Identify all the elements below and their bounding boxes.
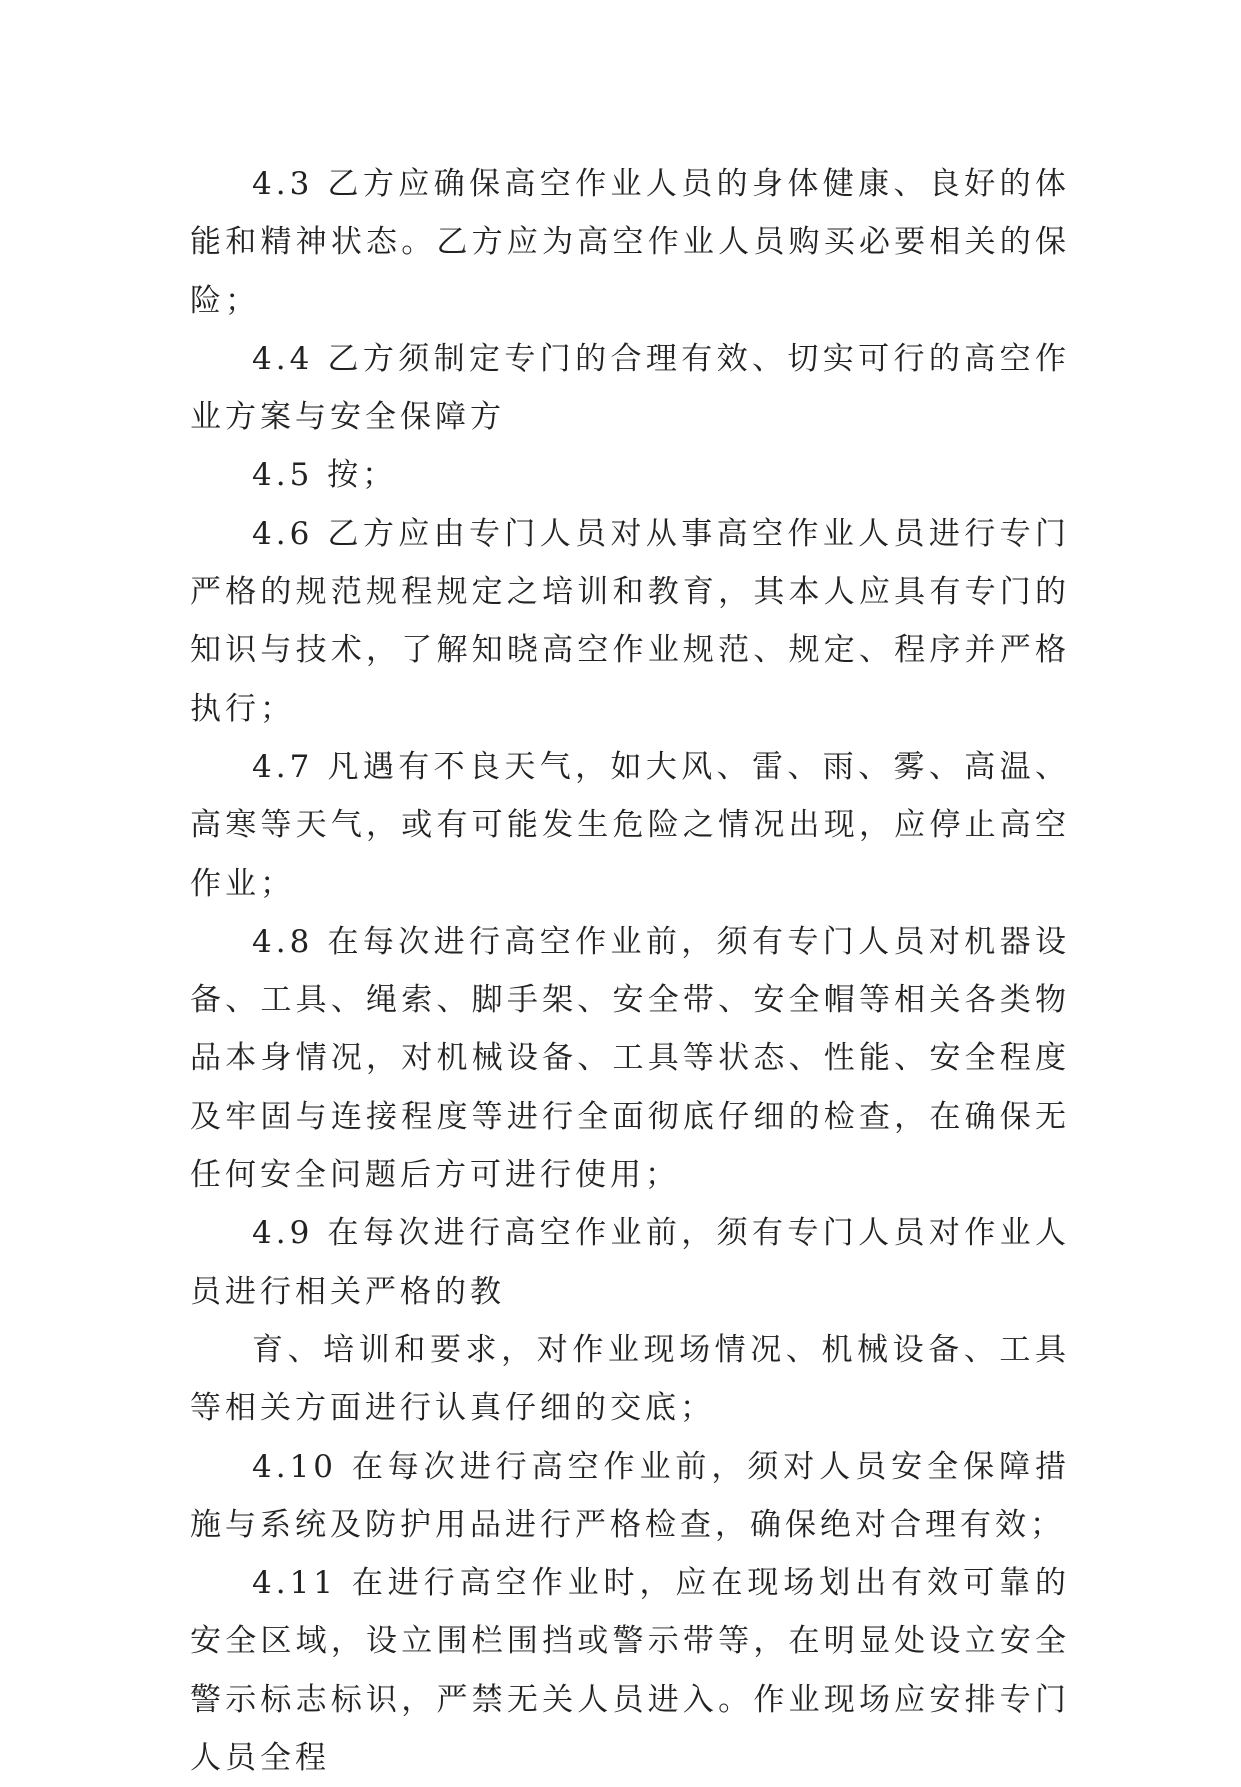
paragraph-4-6: 4.6 乙方应由专门人员对从事高空作业人员进行专门严格的规范规程规定之培训和教育，其本人应具有专门的知识与技术，了解知晓高空作业规范、规定、程序并严格执行；	[190, 515, 1070, 727]
paragraph-4-11: 4.11 在进行高空作业时，应在现场划出有效可靠的安全区域，设立围栏围挡或警示带等，在明显处设立安全警示标志标识，严禁无关人员进入。作业现场应安排专门人员全程	[190, 1565, 1070, 1777]
paragraph-4-3: 4.3 乙方应确保高空作业人员的身体健康、良好的体能和精神状态。乙方应为高空作业人员购买必要相关的保险；	[190, 166, 1070, 319]
paragraph-4-9: 4.9 在每次进行高空作业前，须有专门人员对作业人员进行相关严格的教	[190, 1215, 1070, 1310]
paragraph-4-8: 4.8 在每次进行高空作业前，须有专门人员对机器设备、工具、绳索、脚手架、安全带、安全帽等相关各类物品本身情况，对机械设备、工具等状态、性能、安全程度及牢固与连接程度等进行全面彻底仔细的检查，在确保无任何安全问题后方可进行使用；	[190, 923, 1070, 1194]
paragraph-4-9-continued: 育、培训和要求，对作业现场情况、机械设备、工具等相关方面进行认真仔细的交底；	[190, 1331, 1070, 1427]
paragraph-4-7: 4.7 凡遇有不良天气，如大风、雷、雨、雾、高温、高寒等天气，或有可能发生危险之情况出现，应停止高空作业；	[190, 748, 1070, 902]
paragraph-4-4: 4.4 乙方须制定专门的合理有效、切实可行的高空作业方案与安全保障方	[190, 340, 1070, 436]
paragraph-4-10: 4.10 在每次进行高空作业前，须对人员安全保障措施与系统及防护用品进行严格检查，确保绝对合理有效；	[190, 1448, 1070, 1543]
paragraph-4-5: 4.5 按；	[252, 457, 398, 494]
document-body	[190, 155, 1070, 1787]
